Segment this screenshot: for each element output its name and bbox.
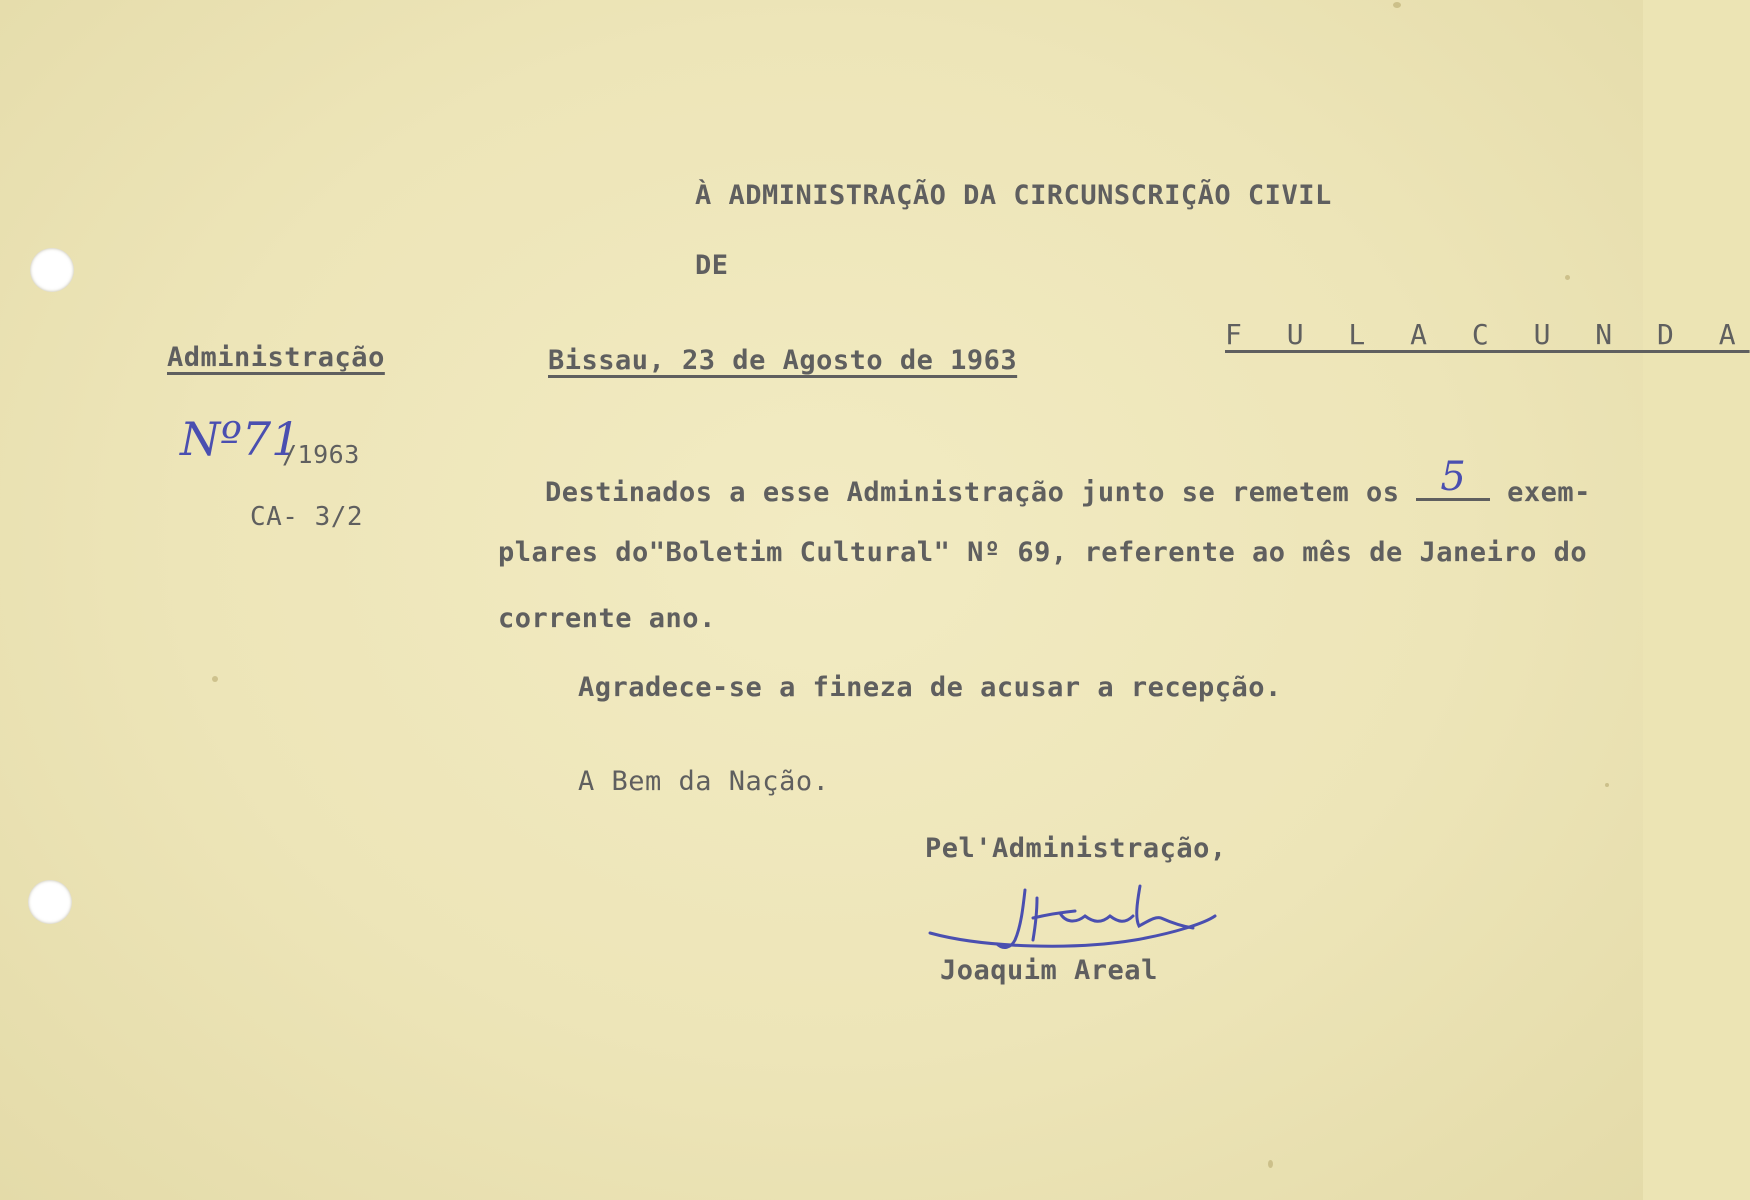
reference-year: /1963 — [282, 440, 360, 469]
paper-speck — [1565, 275, 1570, 280]
file-code: CA- 3/2 — [250, 502, 364, 532]
body-paragraph-2: Agradece-se a fineza de acusar a recepção. — [578, 672, 1282, 703]
department-heading: Administração — [167, 342, 385, 373]
copies-blank — [1416, 454, 1490, 501]
body-paragraph-1-text-after: exem- — [1507, 477, 1591, 508]
body-paragraph-1-line-3: corrente ano. — [498, 603, 716, 634]
signatory-typed-name: Joaquim Areal — [940, 955, 1158, 986]
addressee-line-1: À ADMINISTRAÇÃO DA CIRCUNSCRIÇÃO CIVIL — [695, 180, 1332, 211]
punch-hole-bottom — [28, 880, 72, 924]
body-paragraph-1-text-before: Destinados a esse Administração junto se remetem os — [545, 477, 1400, 508]
dateline: Bissau, 23 de Agosto de 1963 — [548, 345, 1018, 376]
reference-number-handwritten: Nº71 — [180, 412, 301, 466]
body-paragraph-1-line-1 — [545, 454, 1591, 508]
signatory-on-behalf: Pel'Administração, — [925, 833, 1227, 864]
punch-hole-top — [30, 248, 74, 292]
paper-speck — [1268, 1160, 1273, 1168]
paper-speck — [1605, 783, 1609, 787]
body-paragraph-1-line-2: plares do"Boletim Cultural" Nº 69, referente ao mês de Janeiro do — [498, 537, 1588, 568]
paper-speck — [212, 676, 218, 682]
addressee-place: F U L A C U N D A — [1225, 318, 1750, 351]
closing-formula: A Bem da Nação. — [578, 766, 830, 797]
paper-speck — [1393, 2, 1401, 8]
handwritten-signature — [925, 878, 1225, 968]
addressee-line-2: DE — [695, 250, 729, 281]
copies-handwritten: 5 — [1440, 454, 1467, 500]
